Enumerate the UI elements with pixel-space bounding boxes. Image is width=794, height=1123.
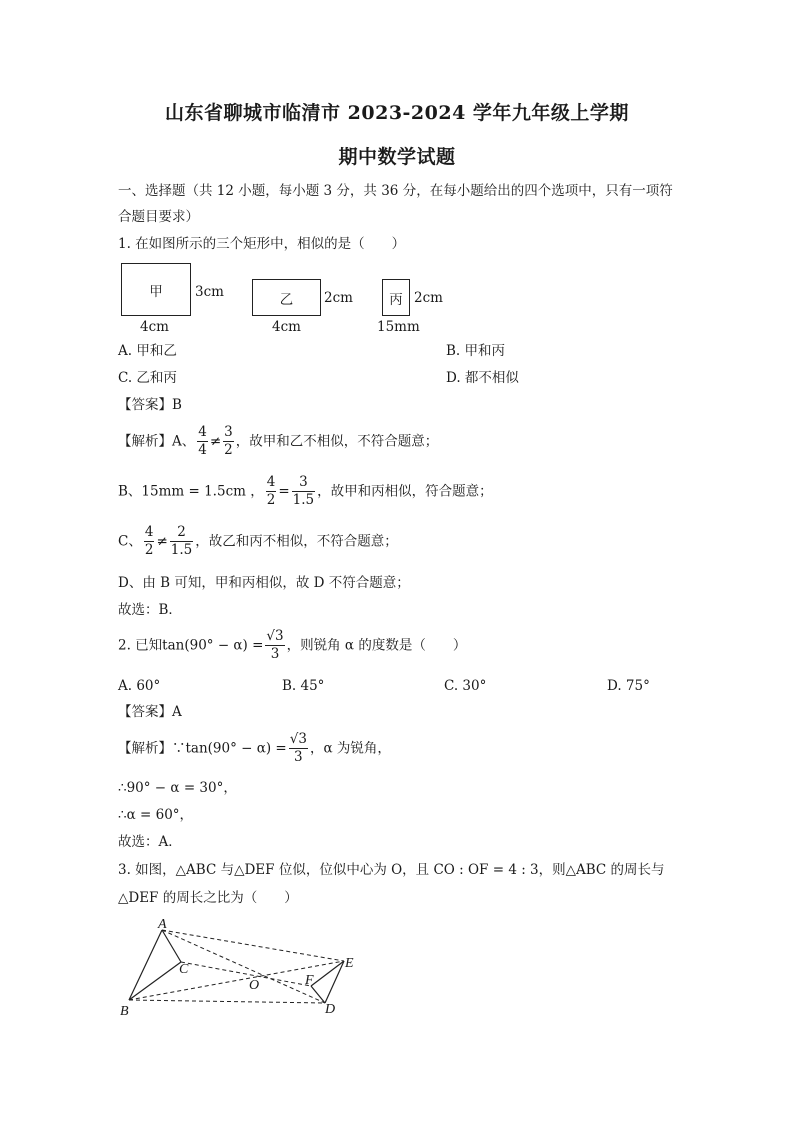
q1-analysis-b bbox=[118, 474, 493, 509]
dashed-line-ad bbox=[162, 930, 325, 1003]
segment-fd bbox=[311, 986, 325, 1003]
label-b: B bbox=[120, 1004, 129, 1019]
dashed-line-bd bbox=[129, 1000, 325, 1003]
rect-yi-label: 乙 bbox=[279, 291, 294, 308]
section-heading-cont: 合题目要求） bbox=[118, 209, 199, 225]
fraction-denominator: 2 bbox=[266, 492, 276, 508]
fraction-denominator: 4 bbox=[198, 442, 207, 458]
question-2-stem bbox=[118, 628, 466, 663]
fraction-numerator: √3 bbox=[289, 731, 307, 747]
q2-option-c: C. 30° bbox=[444, 678, 487, 694]
q2-tan-expression: tan(90° − α) = bbox=[162, 637, 264, 654]
q1-answer: 【答案】B bbox=[118, 397, 182, 413]
question-1-stem: 1. 在如图所示的三个矩形中，相似的是（ ） bbox=[118, 236, 406, 252]
q1-analysis-a-suffix: ，故甲和乙不相似，不符合题意； bbox=[235, 433, 439, 450]
q2-step-2: ∴α = 60°， bbox=[118, 807, 194, 823]
q2-analysis-suffix: ，α 为锐角， bbox=[309, 740, 391, 757]
label-c: C bbox=[179, 962, 189, 977]
segment-ca bbox=[162, 930, 181, 962]
dashed-line-be bbox=[129, 961, 344, 1000]
dashed-line-ae bbox=[162, 930, 344, 961]
rect-bing-label: 丙 bbox=[389, 291, 403, 308]
q2-analysis-tan: tan(90° − α) = bbox=[185, 740, 287, 757]
label-a: A bbox=[158, 917, 167, 932]
fraction bbox=[223, 424, 234, 459]
q2-analysis bbox=[118, 731, 391, 766]
rect-yi-width: 4cm bbox=[272, 319, 301, 335]
q2-option-a: A. 60° bbox=[118, 678, 161, 694]
segment-bc bbox=[129, 962, 181, 1000]
q2-step-1: ∴90° − α = 30°， bbox=[118, 780, 237, 796]
fraction-numerator: 3 bbox=[224, 424, 233, 440]
rect-yi-height: 2cm bbox=[324, 290, 353, 306]
operator: ≠ bbox=[209, 433, 222, 450]
fraction-denominator: 3 bbox=[294, 749, 303, 765]
q1-option-d: D. 都不相似 bbox=[446, 370, 519, 386]
q2-answer: 【答案】A bbox=[118, 704, 182, 720]
q1-analysis-a bbox=[118, 424, 438, 459]
q1-option-c: C. 乙和丙 bbox=[118, 370, 177, 386]
fraction-denominator: 2 bbox=[144, 542, 154, 558]
question-3-stem-line2: △DEF 的周长之比为（ ） bbox=[118, 890, 298, 906]
rect-bing-width: 15mm bbox=[377, 319, 420, 335]
label-d: D bbox=[325, 1002, 336, 1017]
q2-stem-suffix: ，则锐角 α 的度数是（ ） bbox=[286, 637, 467, 654]
q1-analysis-d: D、由 B 可知，甲和丙相似，故 D 不符合题意； bbox=[118, 575, 410, 591]
rect-jia-width: 4cm bbox=[140, 319, 169, 335]
fraction-numerator: 2 bbox=[170, 524, 193, 542]
rect-jia-label: 甲 bbox=[149, 283, 163, 300]
fraction bbox=[289, 731, 308, 766]
q1-option-a: A. 甲和乙 bbox=[118, 343, 177, 359]
q1-analysis-b-suffix: ，故甲和丙相似，符合题意； bbox=[317, 483, 493, 500]
page-title: 山东省聊城市临清市 2023-2024 学年九年级上学期 bbox=[165, 102, 629, 124]
q1-analysis-a-prefix: 【解析】A、 bbox=[118, 433, 196, 450]
q1-analysis-b-prefix: B、15mm = 1.5cm ， bbox=[118, 483, 264, 500]
fraction-denominator: 1.5 bbox=[170, 542, 193, 558]
q1-analysis-c-prefix: C、 bbox=[118, 533, 142, 550]
q2-analysis-prefix: 【解析】∵ bbox=[118, 740, 186, 757]
q2-conclusion: 故选：A． bbox=[118, 834, 182, 850]
rect-yi bbox=[252, 279, 321, 316]
label-o: O bbox=[249, 978, 260, 993]
q1-option-b: B. 甲和丙 bbox=[446, 343, 506, 359]
q1-analysis-c bbox=[118, 524, 398, 559]
rect-bing bbox=[382, 279, 410, 316]
rect-jia bbox=[121, 263, 191, 316]
rect-bing-height: 2cm bbox=[414, 290, 443, 306]
operator: ≠ bbox=[156, 533, 168, 550]
fraction bbox=[266, 474, 277, 509]
fraction-numerator: √3 bbox=[266, 628, 284, 644]
page-subtitle: 期中数学试题 bbox=[338, 146, 456, 168]
label-e: E bbox=[345, 956, 354, 971]
q1-analysis-c-suffix: ，故乙和丙不相似，不符合题意； bbox=[195, 533, 398, 550]
fraction-numerator: 4 bbox=[266, 474, 276, 490]
q2-stem-prefix: 2. 已知 bbox=[118, 637, 163, 654]
fraction-denominator: 2 bbox=[224, 442, 233, 458]
fraction bbox=[197, 424, 208, 459]
fraction bbox=[292, 474, 315, 509]
segment-de bbox=[325, 961, 344, 1003]
rect-jia-height: 3cm bbox=[195, 284, 224, 300]
question-3-stem-line1: 3. 如图，△ABC 与△DEF 位似，位似中心为 O，且 CO : OF = 4 : 3，则△ABC 的周长与 bbox=[118, 862, 665, 878]
fraction bbox=[144, 524, 155, 559]
label-f: F bbox=[305, 973, 314, 988]
segment-ef bbox=[311, 961, 344, 986]
fraction-numerator: 4 bbox=[144, 524, 154, 540]
segment-ab bbox=[129, 930, 162, 1000]
q1-conclusion: 故选：B． bbox=[118, 602, 182, 618]
fraction-denominator: 3 bbox=[270, 646, 280, 662]
fraction bbox=[170, 524, 193, 559]
section-heading: 一、选择题（共 12 小题，每小题 3 分，共 36 分，在每小题给出的四个选项中，只有一项符 bbox=[118, 183, 673, 199]
q2-option-b: B. 45° bbox=[282, 678, 325, 694]
fraction-denominator: 1.5 bbox=[292, 492, 315, 508]
q2-option-d: D. 75° bbox=[607, 678, 650, 694]
fraction-numerator: 3 bbox=[292, 474, 315, 492]
dashed-line-cf bbox=[181, 962, 311, 986]
fraction-numerator: 4 bbox=[198, 424, 207, 440]
fraction bbox=[265, 628, 284, 663]
operator: = bbox=[278, 483, 290, 500]
